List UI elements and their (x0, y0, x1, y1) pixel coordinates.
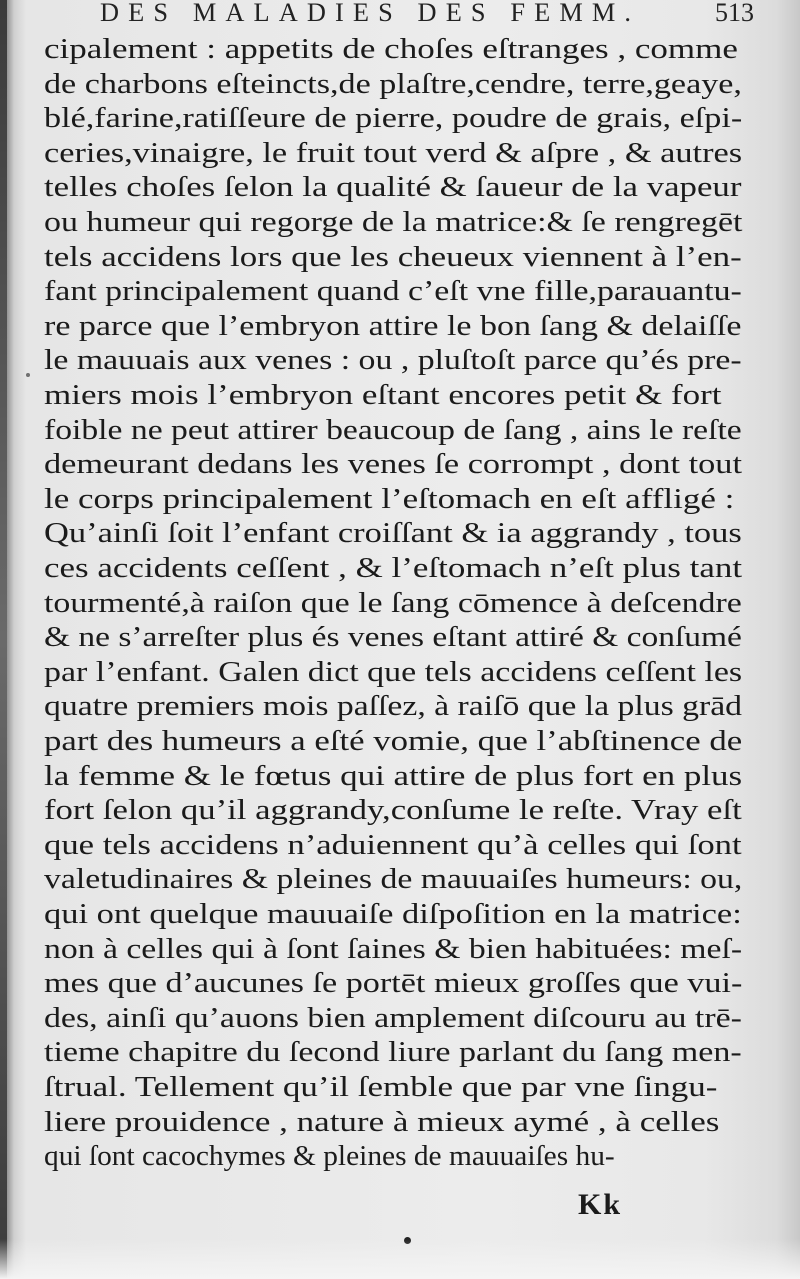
text-line: le mauuais aux venes : ou , pluſtoſt parce qu’és pre- (44, 345, 742, 377)
text-line: tieme chapitre du ſecond liure parlant du ſang men- (44, 1037, 742, 1069)
book-gutter (0, 0, 7, 1279)
text-line: Qu’ainſi ſoit l’enfant croiſſant & ia aggrandy , tous (44, 518, 742, 550)
text-line: miers mois l’embryon eſtant encores petit & fort (44, 380, 722, 411)
text-line: le corps principalement l’eſtomach en eſt affligé : (44, 483, 735, 515)
text-line: & ne s’arreſter plus és venes eſtant attiré & conſumé (44, 622, 742, 654)
text-line: ceries,vinaigre, le fruit tout verd & aſpre , & autres (44, 137, 743, 169)
text-line: part des humeurs a eſté vomie, que l’abſtinence de (44, 726, 743, 757)
page-number: 513 (715, 0, 754, 27)
text-line: liere prouidence , nature à mieux aymé , à celles (44, 1106, 720, 1138)
ink-speck (26, 373, 30, 377)
body-text (44, 33, 744, 1193)
text-line: de charbons eſteincts,de plaſtre,cendre, terre,geaye, (44, 68, 742, 100)
text-line: tels accidens lors que les cheueux viennent à l’en- (44, 241, 742, 273)
text-line: mes que d’aucunes ſe portēt mieux groſſes que vui- (44, 968, 743, 1000)
text-line: qui ont quelque mauuaiſe diſpoſition en la matrice: (44, 899, 742, 930)
running-head-title: DES MALADIES DES FEMM. (100, 0, 641, 27)
running-head (100, 0, 790, 28)
text-line: re parce que l’embryon attire le bon ſang & delaiſſe (44, 310, 742, 342)
text-line: blé,farine,ratiſſeure de pierre, poudre de grais, eſpi- (44, 103, 743, 135)
text-line: fort ſelon qu’il aggrandy,conſume le reſte. Vray eſt (44, 795, 742, 827)
text-line: cipalement : appetits de choſes eſtranges , comme (44, 34, 738, 65)
text-line: qui ſont cacochymes & pleines de mauuaiſes hu- (44, 1141, 615, 1173)
text-line: la femme & le fœtus qui attire de plus fort en plus (44, 760, 743, 792)
text-line: ſtrual. Tellement qu’il ſemble que par vne ſingu- (44, 1072, 718, 1103)
text-line: foible ne peut attirer beaucoup de ſang , ains le reſte (44, 414, 742, 446)
text-line: que tels accidens n’aduiennent qu’à celles qui ſont (44, 829, 742, 861)
text-line: par l’enfant. Galen dict que tels accidens ceſſent les (44, 656, 743, 688)
text-line: telles choſes ſelon la qualité & ſaueur de la vapeur (44, 172, 742, 204)
text-line: tourmenté,à raiſon que le ſang cōmence à deſcendre (44, 587, 742, 619)
text-line: ou humeur qui regorge de la matrice:& ſe rengregēt (44, 207, 743, 238)
text-line: non à celles qui à ſont ſaines & bien habituées: meſ- (44, 933, 743, 965)
text-line: des, ainſi qu’auons bien amplement diſcouru au trē- (44, 1002, 742, 1034)
text-line: ces accidents ceſſent , & l’eſtomach n’eſt plus tant (44, 553, 743, 584)
text-line: demeurant dedans les venes ſe corrompt , dont tout (44, 449, 742, 481)
signature-mark: Kk (578, 1188, 623, 1221)
text-line: valetudinaires & pleines de mauuaiſes humeurs: ou, (44, 864, 743, 896)
text-line: quatre premiers mois paſſez, à raiſō que la plus grād (44, 691, 742, 723)
text-line: fant principalement quand c’eſt vne fille,parauantu- (44, 276, 742, 308)
page-bottom-margin (0, 1239, 800, 1279)
